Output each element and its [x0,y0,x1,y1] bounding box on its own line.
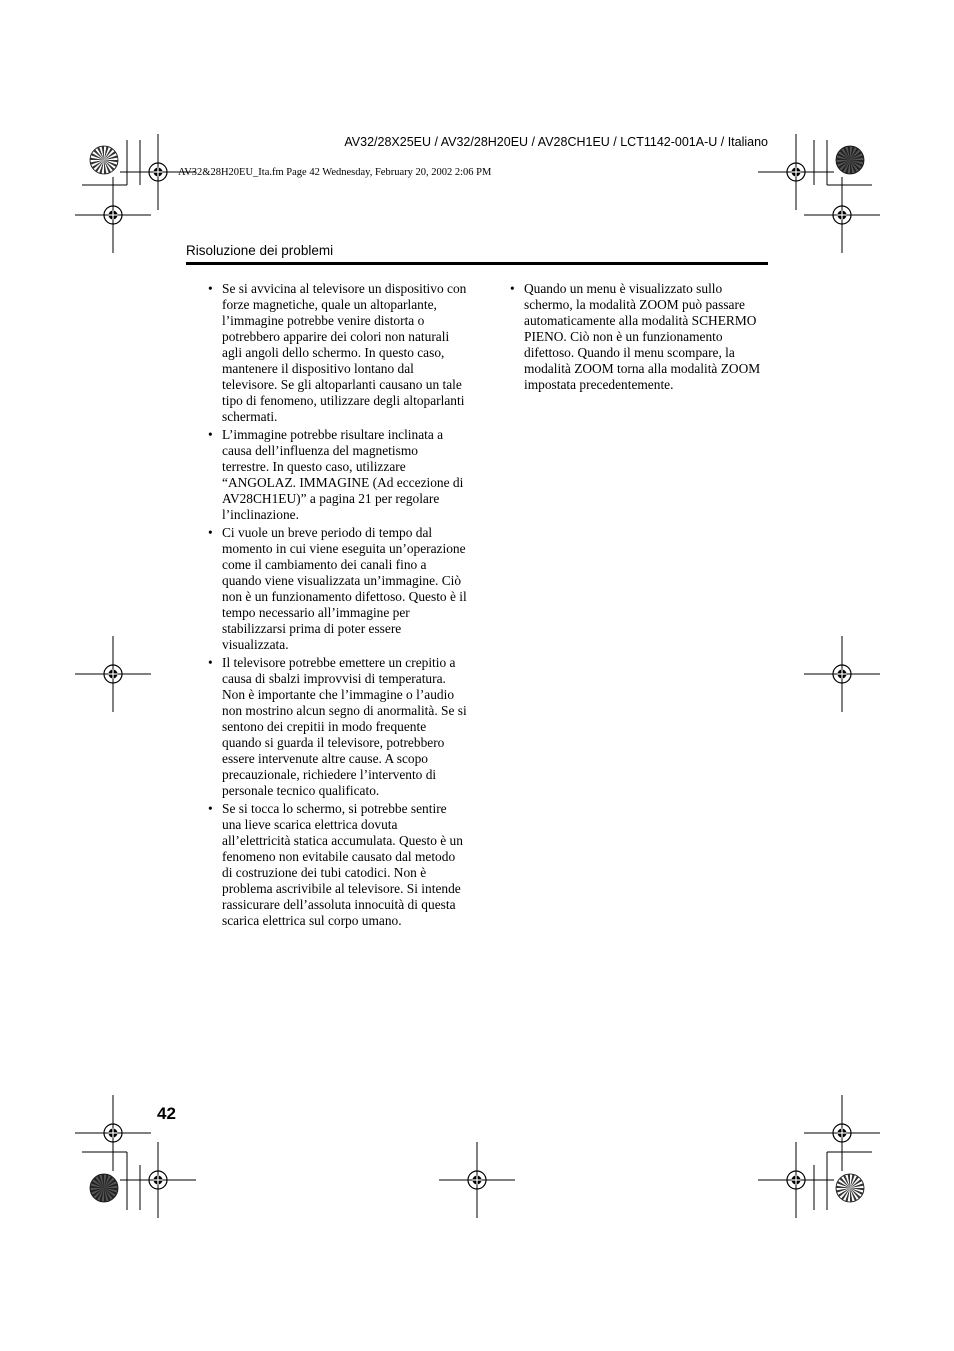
left-text-column [206,281,468,931]
bullet-text: Se si avvicina al televisore un dispositivo con forze magnetiche, quale un altoparlante, l’immagine potrebbe venire distorta o potrebbero apparire dei colori non naturali agli angoli dello schermo. In questo caso, mantenere il dispositivo lontano dal televisore. Se gli altoparlanti causano un tale tipo di fenomeno, utilizzare degli altoparlanti schermati. [222,281,467,424]
right-text-column [508,281,770,395]
bullet-item [206,525,468,653]
section-rule [186,262,768,265]
registration-mark-icon [758,134,834,210]
registration-mark-icon [804,636,880,712]
registration-mark-icon [804,177,880,253]
bullet-text: Quando un menu è visualizzato sullo schermo, la modalità ZOOM può passare automaticamente alla modalità SCHERMO PIENO. Ciò non è un funzionamento difettoso. Quando il menu scompare, la modalità ZOOM torna alla modalità ZOOM impostata precedentemente. [524,281,761,392]
starburst-disc-icon [836,146,864,174]
bullet-item [206,655,468,799]
bullet-item [508,281,770,393]
bullet-text: Ci vuole un breve periodo di tempo dal momento in cui viene eseguita un’operazione come il cambiamento dei canali fino a quando viene visualizzata un’immagine. Ciò non è un funzionamento difettoso. Questo è il tempo necessario all’immagine per stabilizzarsi prima di poter essere visualizzata. [222,525,467,652]
file-info-line: AV32&28H20EU_Ita.fm Page 42 Wednesday, February 20, 2002 2:06 PM [178,167,492,178]
registration-mark-icon [75,177,151,253]
bullet-item [206,427,468,523]
registration-mark-icon [75,636,151,712]
registration-mark-icon [75,1095,151,1171]
registration-mark-icon [120,1142,196,1218]
bullet-text: L’immagine potrebbe risultare inclinata a causa dell’influenza del magnetismo terrestre. In questo caso, utilizzare “ANGOLAZ. IMMAGINE (Ad eccezione di AV28CH1EU)” a pagina 21 per regolare l’inclinazione. [222,427,464,522]
bullet-item [206,281,468,425]
registration-mark-icon [758,1142,834,1218]
bullet-marker: • [208,427,213,442]
bullet-text: Se si tocca lo schermo, si potrebbe sentire una lieve scarica elettrica dovuta all’elettricità statica accumulata. Questo è un fenomeno non evitabile causato dal metodo di costruzione dei tubi catodici. Non è problema ascrivibile al televisore. Si intende rassicurare dell’assoluta innocuità di questa scarica elettrica sul corpo umano. [222,801,463,928]
model-header: AV32/28X25EU / AV32/28H20EU / AV28CH1EU / LCT1142-001A-U / Italiano [344,135,768,149]
bullet-marker: • [208,801,213,816]
registration-mark-icon [439,1142,515,1218]
starburst-disc-icon [90,146,118,174]
bullet-item [206,801,468,929]
registration-mark-icon [804,1095,880,1171]
bullet-text: Il televisore potrebbe emettere un crepitio a causa di sbalzi improvvisi di temperatura. Non è importante che l’immagine o l’audio non mostrino alcun segno di anormalità. Se si sentono dei crepitii in modo frequente quando si guarda il televisore, potrebbero essere intervenute altre cause. A scopo precauzionale, richiedere l’intervento di personale tecnico qualificato. [222,655,467,798]
section-title: Risoluzione dei problemi [186,243,334,258]
bullet-marker: • [208,655,213,670]
starburst-disc-icon [90,1174,118,1202]
starburst-disc-icon [836,1174,864,1202]
page-number: 42 [157,1104,176,1123]
bullet-marker: • [208,525,213,540]
bullet-marker: • [208,281,213,296]
bullet-marker: • [510,281,515,296]
